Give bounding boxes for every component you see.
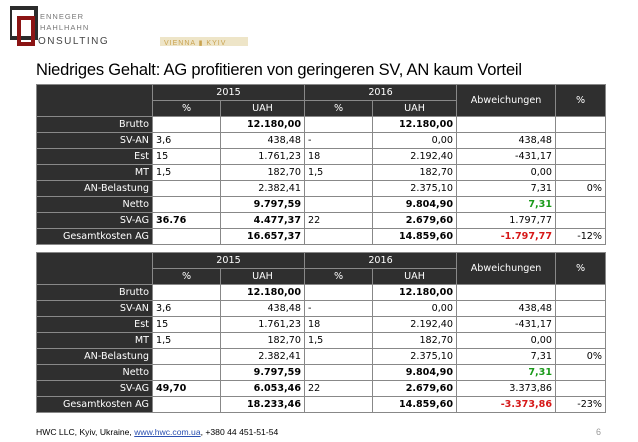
cell-deviation-percent	[556, 165, 606, 181]
row-label: SV-AN	[37, 301, 153, 317]
cell-deviation: 7,31	[457, 349, 556, 365]
footer	[36, 427, 278, 437]
footer-phone: , +380 44 451-51-54	[200, 427, 279, 437]
cell-uah-2016: 14.859,60	[373, 229, 457, 245]
table-row	[37, 365, 606, 381]
footer-website-link[interactable]: www.hwc.com.ua	[134, 427, 201, 437]
row-label: Gesamtkosten AG	[37, 397, 153, 413]
cell-deviation: 1.797,77	[457, 213, 556, 229]
cell-percent-2016: 22	[305, 213, 373, 229]
cell-uah-2016: 2.679,60	[373, 381, 457, 397]
row-label: AN-Belastung	[37, 349, 153, 365]
cell-uah-2015: 9.797,59	[221, 365, 305, 381]
cell-percent-2015	[153, 181, 221, 197]
cell-uah-2016: 12.180,00	[373, 285, 457, 301]
cell-deviation: 7,31	[457, 181, 556, 197]
row-label: Brutto	[37, 285, 153, 301]
table-row	[37, 117, 606, 133]
table-row	[37, 133, 606, 149]
cell-uah-2015: 1.761,23	[221, 149, 305, 165]
cell-percent-2015	[153, 197, 221, 213]
cell-percent-2016	[305, 229, 373, 245]
table-row	[37, 197, 606, 213]
cell-uah-2015: 6.053,46	[221, 381, 305, 397]
header-percent: %	[556, 253, 606, 285]
cell-uah-2015: 438,48	[221, 301, 305, 317]
cell-uah-2016: 2.375,10	[373, 181, 457, 197]
cell-percent-2015	[153, 229, 221, 245]
cell-deviation: -3.373,86	[457, 397, 556, 413]
cell-uah-2016: 12.180,00	[373, 117, 457, 133]
row-label: Est	[37, 317, 153, 333]
header-year-2015: 2015	[153, 253, 305, 269]
cell-percent-2015	[153, 117, 221, 133]
cell-deviation: 7,31	[457, 197, 556, 213]
cell-deviation: -431,17	[457, 317, 556, 333]
row-label: AN-Belastung	[37, 181, 153, 197]
cell-percent-2015: 3,6	[153, 133, 221, 149]
cell-deviation-percent: 0%	[556, 349, 606, 365]
cell-percent-2016	[305, 349, 373, 365]
cell-deviation-percent: 0%	[556, 181, 606, 197]
cell-uah-2016: 2.192,40	[373, 317, 457, 333]
row-label: MT	[37, 333, 153, 349]
header-year-2016: 2016	[305, 85, 457, 101]
cell-deviation-percent: -12%	[556, 229, 606, 245]
cell-uah-2015: 12.180,00	[221, 117, 305, 133]
subheader-percent-2015: %	[153, 101, 221, 117]
cell-uah-2015: 182,70	[221, 165, 305, 181]
cell-deviation: -431,17	[457, 149, 556, 165]
cell-percent-2015: 3,6	[153, 301, 221, 317]
header-deviations: Abweichungen	[457, 253, 556, 285]
page-title: Niedriges Gehalt: AG profitieren von geringeren SV, AN kaum Vorteil	[36, 61, 522, 79]
cell-percent-2016: 18	[305, 149, 373, 165]
cell-percent-2015: 15	[153, 317, 221, 333]
cell-uah-2016: 2.679,60	[373, 213, 457, 229]
header-corner	[37, 85, 153, 117]
subheader-percent-2016: %	[305, 269, 373, 285]
company-logo	[10, 6, 250, 50]
cell-deviation-percent	[556, 149, 606, 165]
page-number: 6	[596, 427, 602, 437]
logo-tagline: VIENNA ▮ KYIV	[164, 40, 227, 47]
table-row	[37, 229, 606, 245]
cell-uah-2015: 9.797,59	[221, 197, 305, 213]
row-label: Netto	[37, 197, 153, 213]
table-row	[37, 181, 606, 197]
table-row	[37, 333, 606, 349]
header-deviations: Abweichungen	[457, 85, 556, 117]
cell-uah-2016: 2.192,40	[373, 149, 457, 165]
cell-uah-2015: 438,48	[221, 133, 305, 149]
cell-deviation-percent	[556, 381, 606, 397]
cell-deviation: 438,48	[457, 133, 556, 149]
cell-uah-2015: 2.382,41	[221, 349, 305, 365]
cell-deviation-percent	[556, 213, 606, 229]
table-row	[37, 349, 606, 365]
cell-uah-2015: 182,70	[221, 333, 305, 349]
footer-company: HWC LLC, Kyiv, Ukraine,	[36, 427, 135, 437]
cell-percent-2015	[153, 365, 221, 381]
cell-percent-2016	[305, 397, 373, 413]
cell-percent-2015: 1,5	[153, 333, 221, 349]
cell-percent-2016	[305, 285, 373, 301]
cell-uah-2015: 18.233,46	[221, 397, 305, 413]
row-label: Brutto	[37, 117, 153, 133]
cell-percent-2015: 15	[153, 149, 221, 165]
cell-percent-2016: 1,5	[305, 333, 373, 349]
cell-percent-2015: 49,70	[153, 381, 221, 397]
cell-deviation-percent: -23%	[556, 397, 606, 413]
cell-deviation-percent	[556, 365, 606, 381]
cell-percent-2016: -	[305, 301, 373, 317]
cell-deviation-percent	[556, 197, 606, 213]
cell-uah-2016: 9.804,90	[373, 365, 457, 381]
cell-percent-2016: 18	[305, 317, 373, 333]
salary-table-1	[36, 84, 606, 245]
cell-deviation-percent	[556, 117, 606, 133]
table-row	[37, 317, 606, 333]
cell-deviation	[457, 285, 556, 301]
cell-percent-2015: 36.76	[153, 213, 221, 229]
subheader-percent-2016: %	[305, 101, 373, 117]
header-row	[37, 85, 606, 101]
cell-percent-2016: 1,5	[305, 165, 373, 181]
cell-uah-2016: 9.804,90	[373, 197, 457, 213]
cell-uah-2016: 182,70	[373, 165, 457, 181]
cell-uah-2015: 12.180,00	[221, 285, 305, 301]
cell-deviation-percent	[556, 333, 606, 349]
subheader-uah-2016: UAH	[373, 101, 457, 117]
cell-uah-2016: 2.375,10	[373, 349, 457, 365]
cell-uah-2015: 4.477,37	[221, 213, 305, 229]
cell-deviation	[457, 117, 556, 133]
cell-percent-2016	[305, 117, 373, 133]
cell-percent-2015	[153, 349, 221, 365]
cell-percent-2016	[305, 181, 373, 197]
cell-uah-2016: 14.859,60	[373, 397, 457, 413]
header-corner	[37, 253, 153, 285]
logo-line-1: ENNEGER	[40, 12, 85, 21]
table-row	[37, 149, 606, 165]
table-row	[37, 301, 606, 317]
cell-deviation: 3.373,86	[457, 381, 556, 397]
salary-table-2	[36, 252, 606, 413]
cell-uah-2015: 2.382,41	[221, 181, 305, 197]
cell-percent-2016: 22	[305, 381, 373, 397]
table-row	[37, 165, 606, 181]
subheader-uah-2015: UAH	[221, 269, 305, 285]
cell-uah-2016: 0,00	[373, 301, 457, 317]
cell-uah-2016: 0,00	[373, 133, 457, 149]
header-year-2015: 2015	[153, 85, 305, 101]
row-label: SV-AG	[37, 213, 153, 229]
cell-deviation-percent	[556, 133, 606, 149]
header-year-2016: 2016	[305, 253, 457, 269]
row-label: MT	[37, 165, 153, 181]
cell-percent-2015: 1,5	[153, 165, 221, 181]
header-percent: %	[556, 85, 606, 117]
table-row	[37, 381, 606, 397]
cell-percent-2016	[305, 365, 373, 381]
cell-deviation: 438,48	[457, 301, 556, 317]
cell-uah-2015: 16.657,37	[221, 229, 305, 245]
cell-percent-2016: -	[305, 133, 373, 149]
subheader-percent-2015: %	[153, 269, 221, 285]
row-label: Gesamtkosten AG	[37, 229, 153, 245]
subheader-uah-2015: UAH	[221, 101, 305, 117]
cell-deviation: 0,00	[457, 333, 556, 349]
cell-percent-2015	[153, 397, 221, 413]
cell-deviation: -1.797,77	[457, 229, 556, 245]
row-label: Netto	[37, 365, 153, 381]
cell-deviation: 0,00	[457, 165, 556, 181]
cell-percent-2016	[305, 197, 373, 213]
cell-percent-2015	[153, 285, 221, 301]
table-row	[37, 397, 606, 413]
table-row	[37, 213, 606, 229]
row-label: Est	[37, 149, 153, 165]
row-label: SV-AG	[37, 381, 153, 397]
logo-line-2: HAHLHAHN	[40, 23, 90, 32]
cell-deviation-percent	[556, 317, 606, 333]
subheader-uah-2016: UAH	[373, 269, 457, 285]
header-row	[37, 253, 606, 269]
cell-deviation: 7,31	[457, 365, 556, 381]
cell-deviation-percent	[556, 301, 606, 317]
row-label: SV-AN	[37, 133, 153, 149]
cell-deviation-percent	[556, 285, 606, 301]
cell-uah-2015: 1.761,23	[221, 317, 305, 333]
table-row	[37, 285, 606, 301]
logo-line-3: ONSULTING	[38, 36, 110, 47]
cell-uah-2016: 182,70	[373, 333, 457, 349]
